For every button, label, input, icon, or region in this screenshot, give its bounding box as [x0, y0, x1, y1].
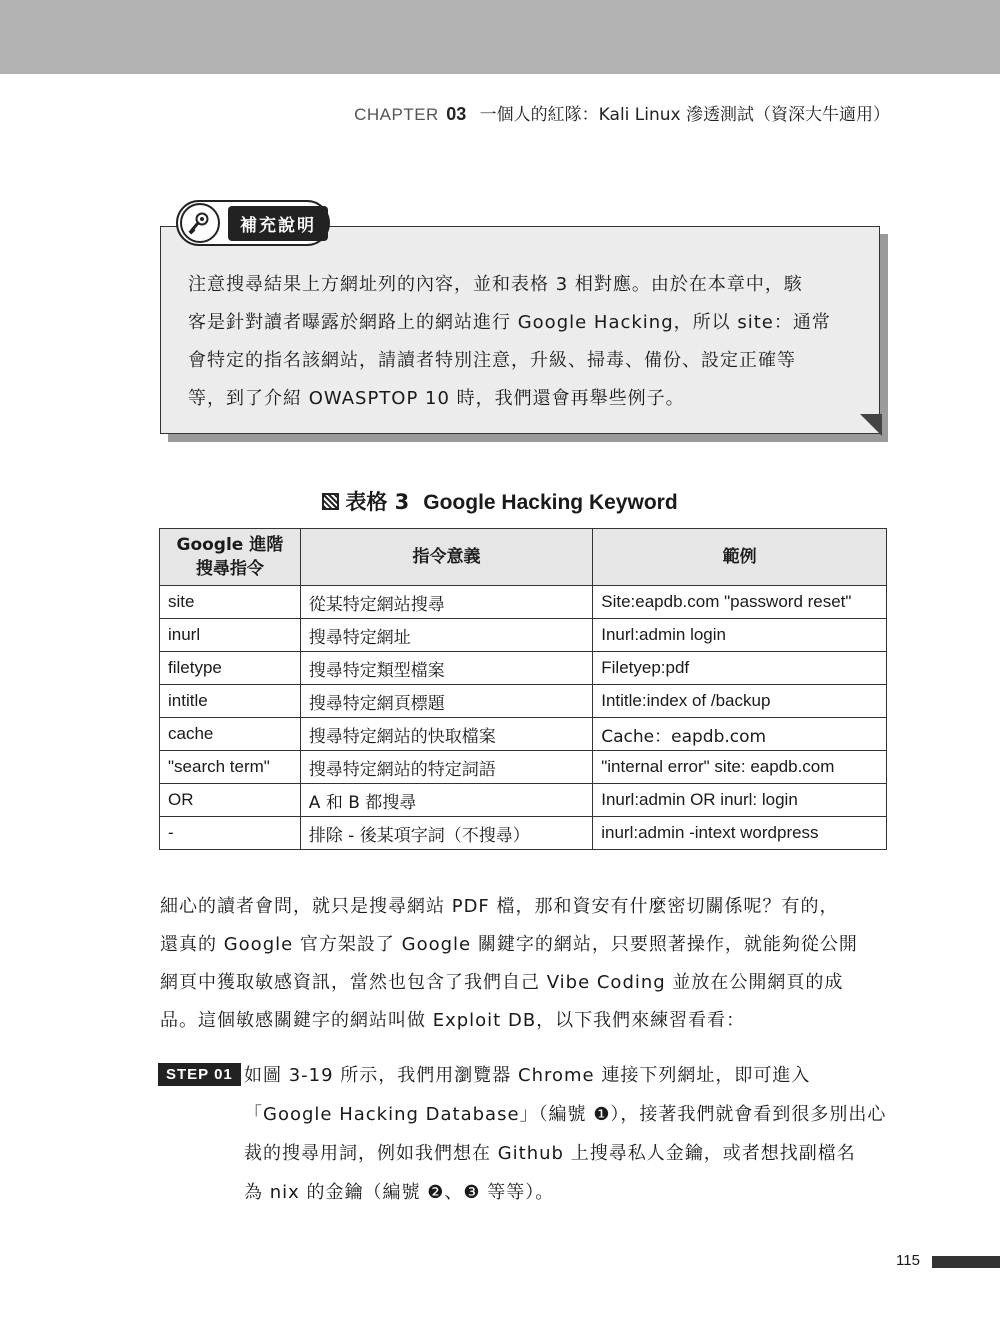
step-body	[244, 1056, 888, 1212]
wrench-icon	[180, 203, 220, 243]
cell-example: inurl:admin -intext wordpress	[593, 817, 887, 850]
paragraph-line: 網頁中獲取敏感資訊，當然也包含了我們自己 Vibe Coding 並放在公開網頁的成	[160, 972, 844, 993]
chapter-label: CHAPTER	[354, 105, 439, 124]
chapter-title: 一個人的紅隊：Kali Linux 滲透測試（資深大牛適用）	[479, 105, 890, 125]
cell-example: Cache：eapdb.com	[593, 718, 887, 751]
cell-command: -	[160, 817, 301, 850]
step-line: 「Google Hacking Database」（編號 ❶），接著我們就會看到很多別出心	[244, 1104, 887, 1125]
page-number-bar	[932, 1256, 1000, 1268]
step-badge: STEP 01	[158, 1063, 241, 1086]
note-line: 客是針對讀者曝露於網路上的網站進行 Google Hacking，所以 site：通常	[188, 312, 831, 333]
cell-command: OR	[160, 784, 301, 817]
paragraph-line: 品。這個敏感關鍵字的網站叫做 Exploit DB，以下我們來練習看看：	[160, 1010, 746, 1031]
table-row	[160, 652, 887, 685]
cell-meaning: 搜尋特定網頁標題	[300, 685, 592, 718]
table-row	[160, 685, 887, 718]
table-row	[160, 751, 887, 784]
header-command-line2: 搜尋指令	[195, 559, 264, 579]
table-title-prefix: 表格 3	[345, 490, 410, 514]
keyword-table	[159, 528, 887, 850]
step-line: 裁的搜尋用詞，例如我們想在 Github 上搜尋私人金鑰，或者想找副檔名	[244, 1143, 856, 1164]
header-command	[160, 529, 301, 586]
cell-meaning: 搜尋特定網址	[300, 619, 592, 652]
body-paragraph	[160, 888, 888, 1040]
cell-example: "internal error" site: eapdb.com	[593, 751, 887, 784]
cell-example: Filetyep:pdf	[593, 652, 887, 685]
header-command-line1: Google 進階	[176, 535, 284, 555]
table-title	[0, 486, 1000, 516]
note-tag-label: 補充說明	[228, 206, 328, 241]
step-line: 為 nix 的金鑰（編號 ❷、❸ 等等）。	[244, 1182, 555, 1203]
cell-command: intitle	[160, 685, 301, 718]
note-page-fold	[860, 414, 882, 436]
note-body	[188, 266, 860, 418]
table-header-row	[160, 529, 887, 586]
cell-meaning: 排除 - 後某項字詞（不搜尋）	[300, 817, 592, 850]
cell-example: Intitle:index of /backup	[593, 685, 887, 718]
note-line: 注意搜尋結果上方網址列的內容，並和表格 3 相對應。由於在本章中，駭	[188, 274, 803, 295]
note-line: 等，到了介紹 OWASPTOP 10 時，我們還會再舉些例子。	[188, 388, 685, 409]
table-title-text: Google Hacking Keyword	[423, 491, 678, 514]
table-row	[160, 718, 887, 751]
paragraph-line: 細心的讀者會問，就只是搜尋網站 PDF 檔，那和資安有什麼密切關係呢？有的，	[160, 896, 839, 917]
cell-command: filetype	[160, 652, 301, 685]
cell-meaning: 從某特定網站搜尋	[300, 586, 592, 619]
table-row	[160, 619, 887, 652]
chapter-number: 03	[446, 104, 467, 124]
cell-command: cache	[160, 718, 301, 751]
cell-command: inurl	[160, 619, 301, 652]
cell-meaning: 搜尋特定網站的快取檔案	[300, 718, 592, 751]
header-meaning: 指令意義	[300, 529, 592, 586]
header-example: 範例	[593, 529, 887, 586]
step-line: 如圖 3-19 所示，我們用瀏覽器 Chrome 連接下列網址，即可進入	[244, 1065, 811, 1086]
paragraph-line: 還真的 Google 官方架設了 Google 關鍵字的網站，只要照著操作，就能夠從公開	[160, 934, 858, 955]
cell-example: Inurl:admin OR inurl: login	[593, 784, 887, 817]
cell-meaning: 搜尋特定網站的特定詞語	[300, 751, 592, 784]
top-banner	[0, 0, 1000, 74]
table-row	[160, 817, 887, 850]
page-number: 115	[896, 1252, 920, 1269]
cell-example: Site:eapdb.com "password reset"	[593, 586, 887, 619]
note-tag	[176, 200, 330, 246]
cell-meaning: 搜尋特定類型檔案	[300, 652, 592, 685]
note-line: 會特定的指名該網站，請讀者特別注意，升級、掃毒、備份、設定正確等	[188, 350, 796, 371]
cell-command: site	[160, 586, 301, 619]
cell-meaning: A 和 B 都搜尋	[300, 784, 592, 817]
table-icon	[322, 493, 339, 510]
cell-command: "search term"	[160, 751, 301, 784]
table-row	[160, 784, 887, 817]
chapter-header	[354, 100, 890, 125]
table-row	[160, 586, 887, 619]
cell-example: Inurl:admin login	[593, 619, 887, 652]
